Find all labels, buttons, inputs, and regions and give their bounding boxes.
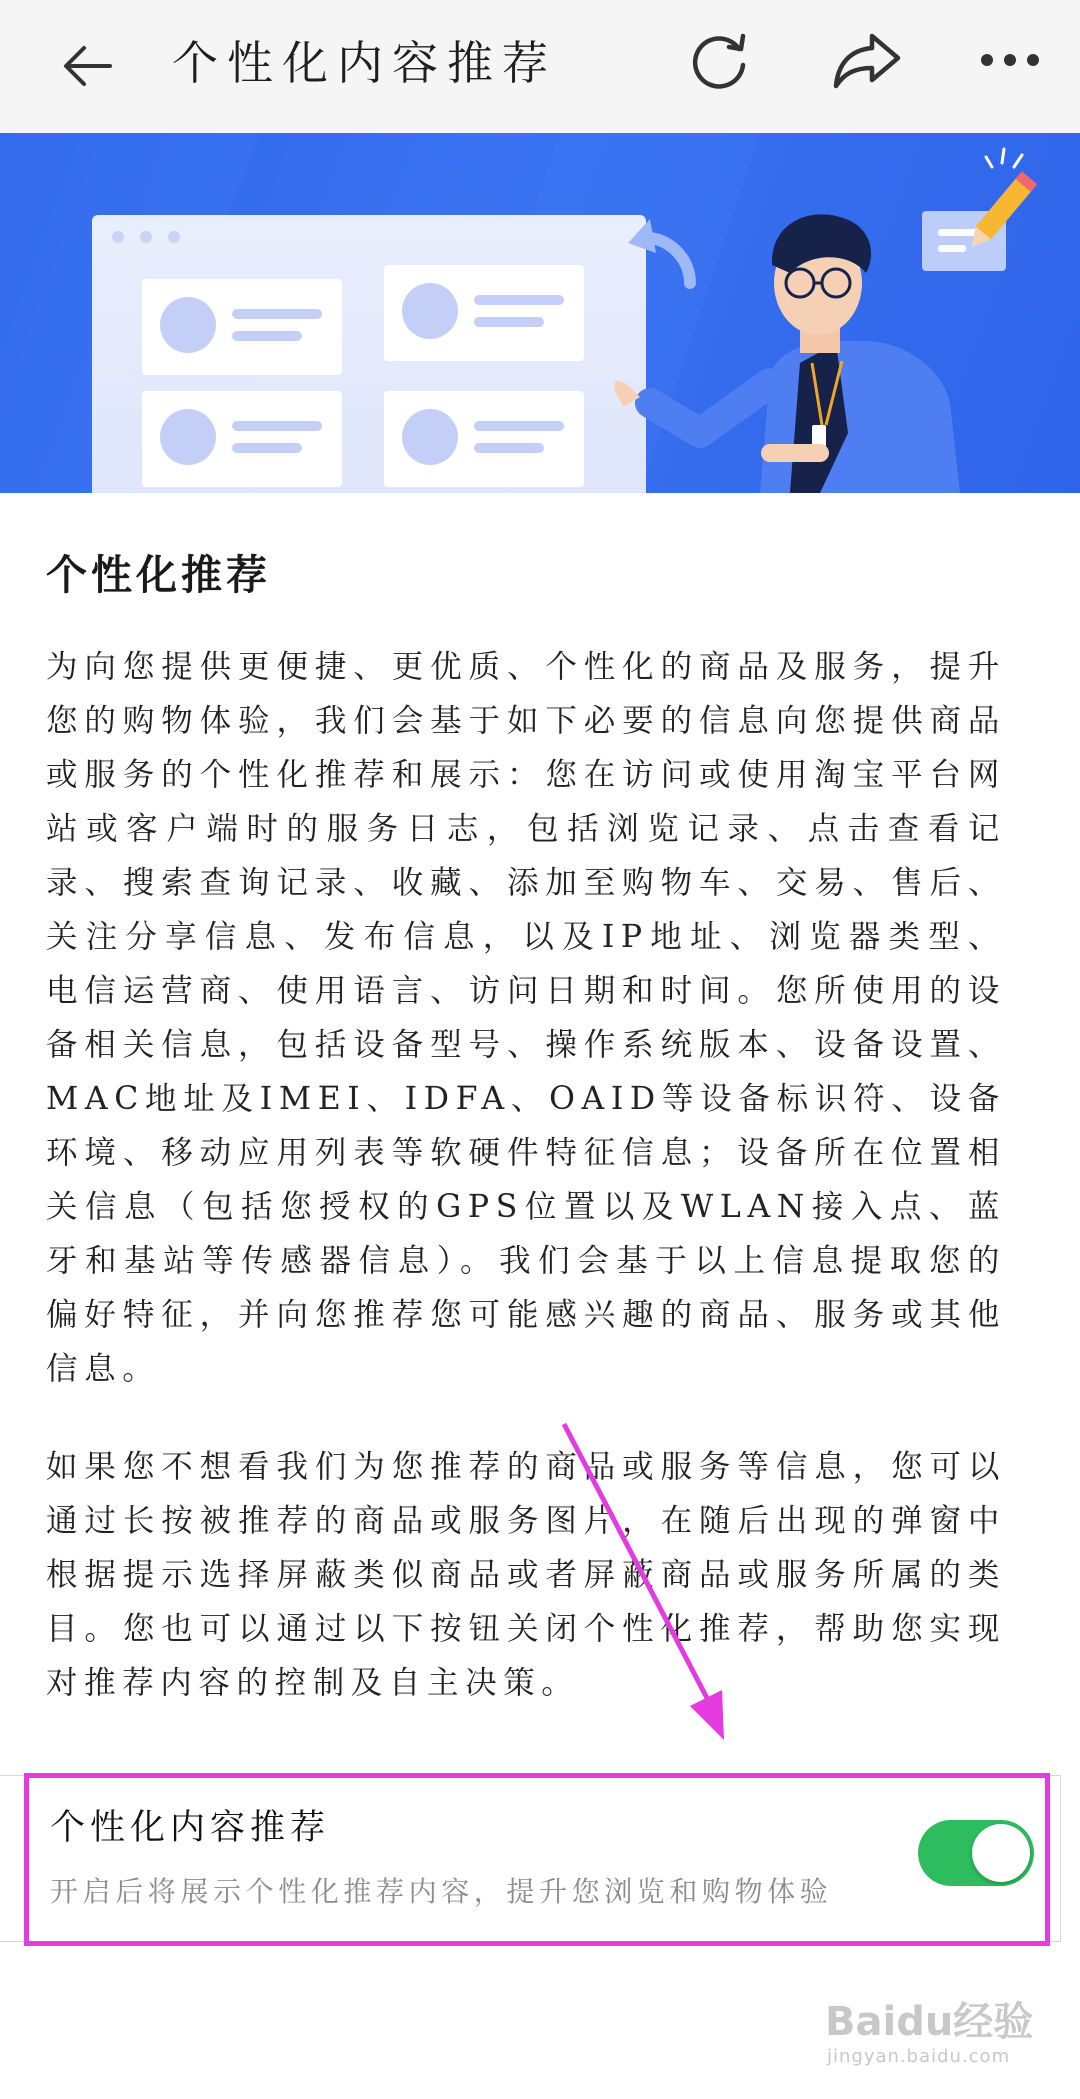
top-bar <box>0 0 1080 133</box>
baidu-watermark <box>825 1990 1055 2080</box>
back-arrow-icon <box>62 40 114 92</box>
more-dots-icon <box>979 52 1041 68</box>
back-button[interactable] <box>48 26 128 106</box>
personalized-recommendation-toggle[interactable] <box>918 1820 1034 1886</box>
refresh-icon <box>687 27 753 93</box>
toggle-knob <box>972 1824 1030 1882</box>
description-paragraph-1: 为向您提供更便捷、更优质、个性化的商品及服务，提升您的购物体验，我们会基于如下必要的信息向您提供商品或服务的个性化推荐和展示：您在访问或使用淘宝平台网站或客户端时的服务日志，包括浏览记录、点击查看记录、搜索查询记录、收藏、添加至购物车、交易、售后、关注分享信息、发布信息，以及IP地址、浏览器类型、电信运营商、使用语言、访问日期和时间。您所使用的设备相关信息，包括设备型号、操作系统版本、设备设置、MAC地址及IMEI、IDFA、OAID等设备标识符、设备环境、移动应用列表等软硬件特征信息；设备所在位置相关信息（包括您授权的GPS位置以及WLAN接入点、蓝牙和基站等传感器信息）。我们会基于以上信息提取您的偏好特征，并向您推荐您可能感兴趣的商品、服务或其他信息。 <box>46 649 1006 1387</box>
setting-title: 个性化内容推荐 <box>50 1808 331 1848</box>
more-options-button[interactable] <box>970 20 1050 100</box>
content-area <box>46 540 1006 1701</box>
section-title: 个性化推荐 <box>46 551 271 599</box>
refresh-button[interactable] <box>680 20 760 100</box>
watermark-url: jingyan.baidu.com <box>827 2046 1011 2067</box>
share-button[interactable] <box>822 20 912 100</box>
share-arrow-icon <box>832 30 902 90</box>
page-title: 个性化内容推荐 <box>172 36 557 90</box>
annotation-arrow <box>540 1410 740 1750</box>
banner-illustration <box>0 133 1080 493</box>
description-paragraph-2: 如果您不想看我们为您推荐的商品或服务等信息，您可以通过长按被推荐的商品或服务图片，在随后出现的弹窗中根据提示选择屏蔽类似商品或者屏蔽商品或服务所属的类目。您也可以通过以下按钮关闭个性化推荐，帮助您实现对推荐内容的控制及自主决策。 <box>46 1449 1006 1701</box>
recommendation-illustration <box>0 133 1080 493</box>
setting-description: 开启后将展示个性化推荐内容，提升您浏览和购物体验 <box>50 1875 833 1908</box>
watermark-brand: Baidu经验 <box>825 1999 1034 2045</box>
